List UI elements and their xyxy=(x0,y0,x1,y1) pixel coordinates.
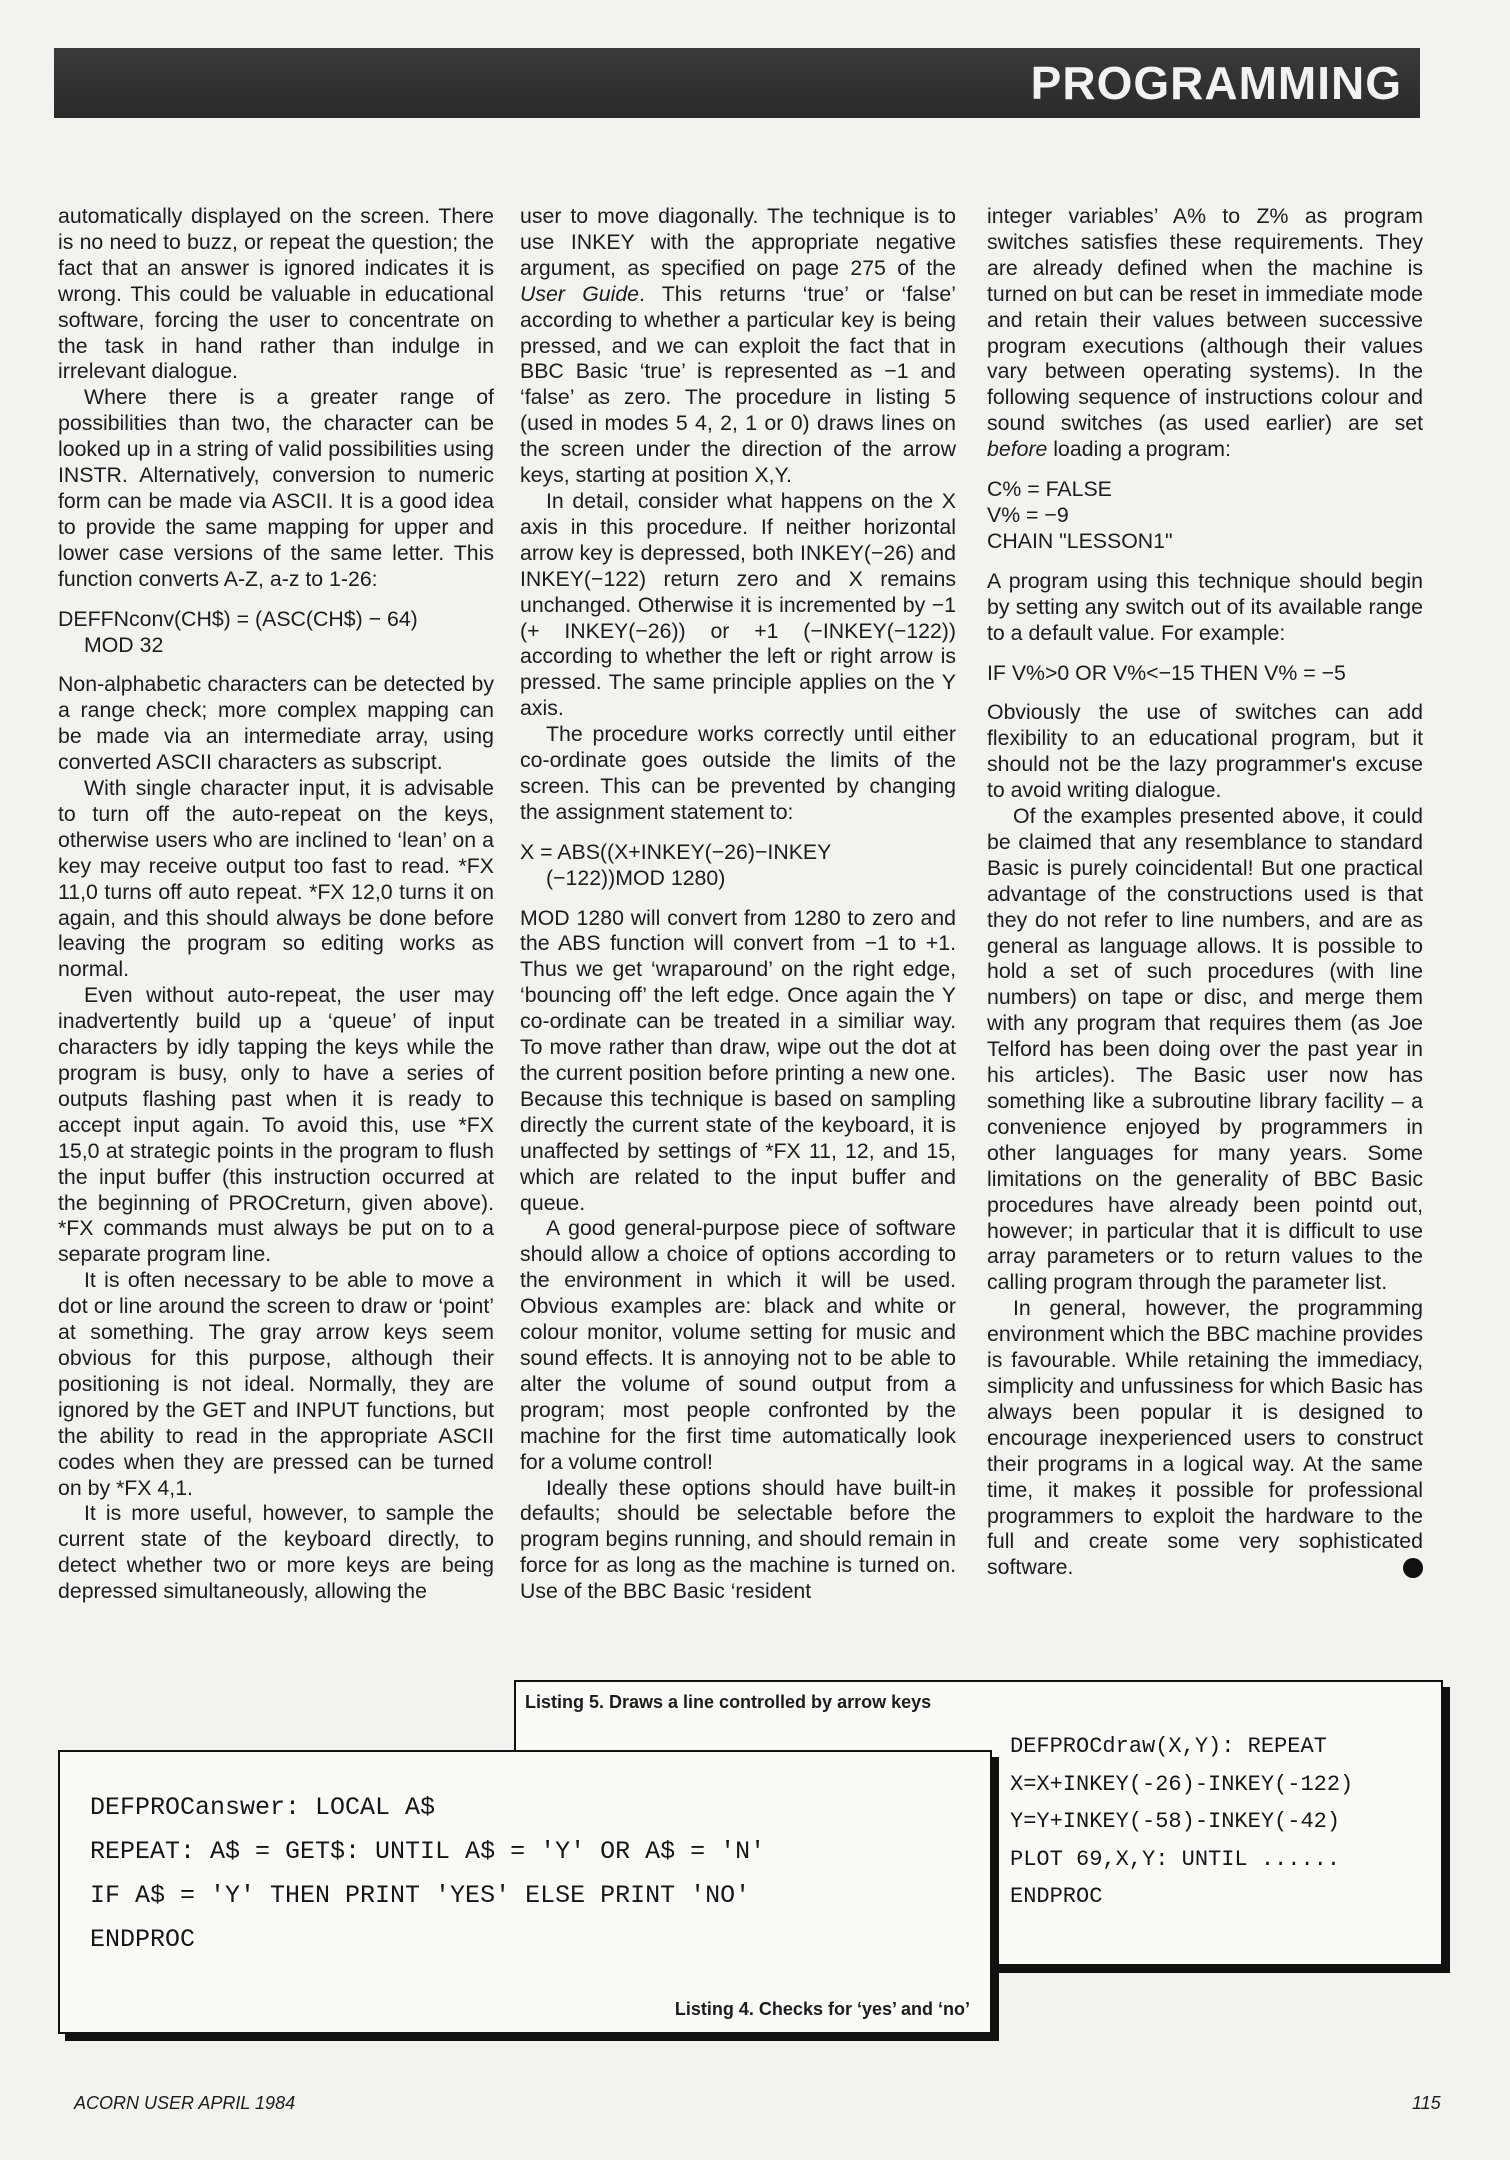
paragraph xyxy=(520,204,956,489)
code-line: DEFFNconv(CH$) = (ASC(CH$) − 64) xyxy=(58,606,418,631)
code-line: X = ABS((X+INKEY(−26)−INKEY xyxy=(520,839,832,864)
section-title: PROGRAMMING xyxy=(1030,57,1402,109)
inline-code xyxy=(987,661,1423,687)
listing-5-code xyxy=(1010,1728,1353,1916)
code-line: DEFPROCanswer: LOCAL A$ xyxy=(90,1793,436,1822)
paragraph: A program using this technique should begin by setting any switch out of its available range to a default value. For example: xyxy=(987,568,1423,645)
book-title: User Guide xyxy=(520,281,640,306)
emphasis: before xyxy=(987,437,1048,462)
code-line: ENDPROC xyxy=(90,1925,196,1954)
end-of-article-bullet-icon xyxy=(1403,1558,1423,1578)
code-line: (−122))MOD 1280) xyxy=(546,865,726,890)
code-line: MOD 32 xyxy=(84,632,164,657)
text-run: integer variables’ A% to Z% as program switches satisfies these requirements. They are already defined when the machine is turned on but can be reset in immediate mode and retain their values between successive program executions (although their values vary between operating systems). In the following sequence of instructions colour and sound switches (as used earlier) are set xyxy=(987,204,1423,436)
paragraph: It is often necessary to be able to move a dot or line around the screen to draw or ‘point’ at something. The gray arrow keys seem obvious for this purpose, although their positioning is not ideal. Normally, they are ignored by the GET and INPUT functions, but the ability to read in the appropriate ASCII codes when they are pressed can be turned on by *FX 4,1. xyxy=(58,1268,494,1500)
text-run: In general, however, the programming environment which the BBC machine provides is favourable. While retaining the immediacy, simplicity and unfussiness for which Basic has always been popular it is designed to encourage inexperienced users to construct their programs in a logical way. At the same time, it makeṣ it possible for professional programmers to exploit the hardware to the full and create some very sophisticated software. xyxy=(987,1296,1423,1580)
listing-4-caption: Listing 4. Checks for ‘yes’ and ‘no’ xyxy=(674,1999,970,2019)
footer-page-number: 115 xyxy=(1412,2093,1441,2113)
code-line: X=X+INKEY(-26)-INKEY(-122) xyxy=(1010,1771,1354,1797)
code-line: C% = FALSE xyxy=(987,477,1112,502)
listing-4-code xyxy=(90,1786,765,1962)
paragraph: Obviously the use of switches can add flexibility to an educational program, but it should not be the lazy programmer's excuse to avoid writing dialogue. xyxy=(987,700,1423,803)
listing-4-box xyxy=(58,1750,992,2034)
paragraph: It is more useful, however, to sample the current state of the keyboard directly, to detect whether two or more keys are being depressed simultaneously, allowing the xyxy=(58,1501,494,1604)
code-line: PLOT 69,X,Y: UNTIL ...... xyxy=(1010,1846,1341,1872)
code-line: Y=Y+INKEY(-58)-INKEY(-42) xyxy=(1010,1809,1341,1834)
paragraph: automatically displayed on the screen. There is no need to buzz, or repeat the question; the fact that an answer is ignored indicates it is wrong. This could be valuable in educational software, forcing the user to concentrate on the task in hand rather than indulge in irrelevant dialogue. xyxy=(58,204,494,384)
paragraph xyxy=(987,204,1423,463)
paragraph: Non-alphabetic characters can be detected by a range check; more complex mapping can be made via an intermediate array, using converted ASCII characters as subscript. xyxy=(58,672,494,775)
code-line: IF V%>0 OR V%<−15 THEN V% = −5 xyxy=(987,660,1346,685)
article-column-2 xyxy=(520,204,956,1605)
code-line: IF A$ = 'Y' THEN PRINT 'YES' ELSE PRINT 'NO' xyxy=(90,1881,751,1910)
footer-magazine-issue: ACORN USER APRIL 1984 xyxy=(74,2093,296,2113)
section-header-bar xyxy=(54,48,1420,118)
code-line: DEFPROCdraw(X,Y): REPEAT xyxy=(1010,1734,1327,1759)
paragraph: Even without auto-repeat, the user may inadvertently build up a ‘queue’ of input characters by idly tapping the keys while the program is busy, only to have a series of outputs flashing past when it is ready to accept input again. To avoid this, use *FX 15,0 at strategic points in the program to flush the input buffer (this instruction occurred at the beginning of PROCreturn, given above). *FX commands must always be put on to a separate program line. xyxy=(58,983,494,1267)
inline-code xyxy=(520,840,956,892)
paragraph: With single character input, it is advisable to turn off the auto-repeat on the keys, otherwise users who are inclined to ‘lean’ on a key may receive output too fast to read. *FX 11,0 turns off auto repeat. *FX 12,0 turns it on again, and this should always be done before leaving the program so editing works as normal. xyxy=(58,776,494,982)
code-line: ENDPROC xyxy=(1010,1884,1103,1909)
text-run: loading a program: xyxy=(1047,437,1231,462)
code-line: REPEAT: A$ = GET$: UNTIL A$ = 'Y' OR A$ = 'N' xyxy=(90,1837,766,1866)
article-column-3 xyxy=(987,204,1423,1581)
text-run: user to move diagonally. The technique is to use INKEY with the appropriate negative argument, as specified on page 275 of the xyxy=(520,204,956,280)
paragraph: Where there is a greater range of possibilities than two, the character can be looked up in a string of valid possibilities using INSTR. Alternatively, conversion to numeric form can be made via ASCII. It is a good idea to provide the same mapping for upper and lower case versions of the same letter. This function converts A-Z, a-z to 1-26: xyxy=(58,385,494,591)
paragraph xyxy=(987,1296,1423,1581)
paragraph: Of the examples presented above, it could be claimed that any resemblance to standard Basic is purely coincidental! But one practical advantage of the constructions used is that they do not refer to line numbers, and are as general as language allows. It is possible to hold a set of such procedures (with line numbers) on tape or disc, and merge them with any program that requires them (as Joe Telford has been doing over the past year in his articles). The Basic user now has something like a subroutine library facility – a convenience enjoyed by programmers in other languages for many years. Some limitations on the generality of BBC Basic procedures have already been pointd out, however; in particular that it is difficult to use array parameters or to return values to the calling program through the parameter list. xyxy=(987,804,1423,1295)
paragraph: A good general-purpose piece of software should allow a choice of options according to the environment in which it will be used. Obvious examples are: black and white or colour monitor, volume setting for music and sound effects. It is annoying not to be able to alter the volume of sound output from a program; most people confronted by the machine for the first time automatically look for a volume control! xyxy=(520,1216,956,1474)
inline-code xyxy=(58,607,494,659)
paragraph: MOD 1280 will convert from 1280 to zero and the ABS function will convert from −1 to +1. Thus we get ‘wraparound’ on the right edge, ‘bouncing off’ the left edge. Once again the Y co-ordinate can be treated in a similiar way. To move rather than draw, wipe out the dot at the current position before printing a new one. Because this technique is based on sampling directly the current state of the keyboard, it is unaffected by settings of *FX 11, 12, and 15, which are related to the input buffer and queue. xyxy=(520,905,956,1215)
paragraph: In detail, consider what happens on the X axis in this procedure. If neither horizontal arrow key is depressed, both INKEY(−26) and INKEY(−122) return zero and X remains unchanged. Otherwise it is incremented by −1 (+ INKEY(−26)) or +1 (−INKEY(−122)) according to whether the left or right arrow is pressed. The same principle applies on the Y axis. xyxy=(520,488,956,721)
listing-5-caption: Listing 5. Draws a line controlled by arrow keys xyxy=(525,1692,932,1712)
text-run: . This returns ‘true’ or ‘false’ according to whether a particular key is being pressed, and we can exploit the fact that in BBC Basic ‘true’ is represented as −1 and ‘false’ as zero. The procedure in listing 5 (used in modes 5 4, 2, 1 or 0) draws lines on the screen under the direction of the arrow keys, starting at position X,Y. xyxy=(520,281,956,488)
code-line: V% = −9 xyxy=(987,502,1069,527)
paragraph: Ideally these options should have built-in defaults; should be selectable before the program begins running, and should remain in force for as long as the machine is turned on. Use of the BBC Basic ‘resident xyxy=(520,1475,956,1604)
inline-code xyxy=(987,477,1423,555)
article-column-1 xyxy=(58,204,494,1605)
code-line: CHAIN "LESSON1" xyxy=(987,528,1173,553)
paragraph: The procedure works correctly until either co-ordinate goes outside the limits of the screen. This can be prevented by changing the assignment statement to: xyxy=(520,722,956,824)
